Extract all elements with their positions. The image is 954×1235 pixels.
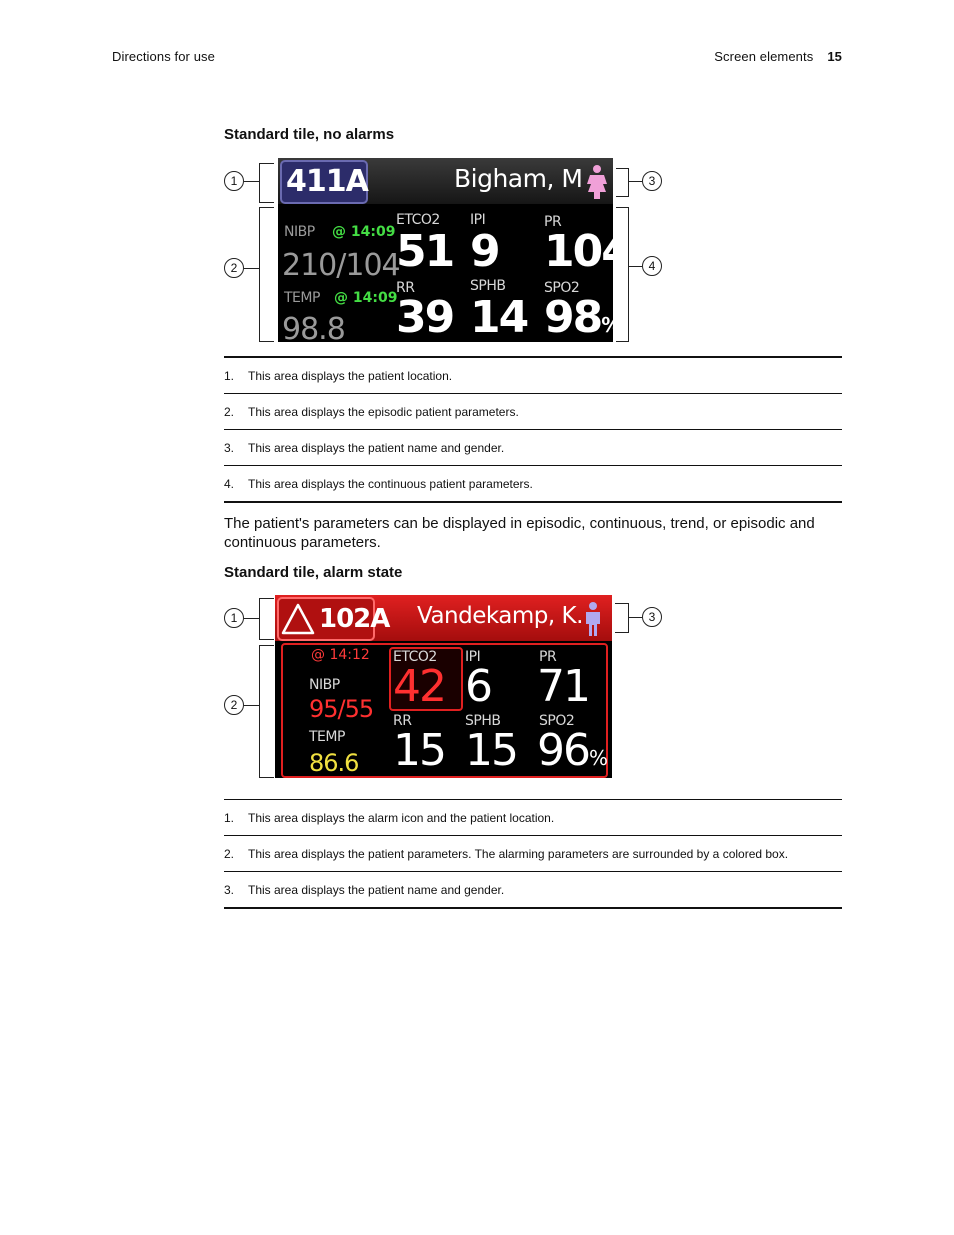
ipi-value: 9 [470,226,499,277]
note-row [224,394,842,430]
rr-value: 39 [396,292,454,343]
pr-label: PR [544,214,562,230]
note-number: 2. [224,404,235,419]
note-number: 2. [224,846,235,861]
standard-tile-no-alarm [278,158,630,347]
page-number: 15 [827,49,842,64]
callout-3: 3 [642,171,662,191]
note-text: This area displays the continuous patient parameters. [248,476,533,491]
note-number: 3. [224,440,235,455]
section-name: Screen elements [714,49,814,64]
note-number: 1. [224,810,235,825]
alarm-location-box [277,597,390,641]
ipi-value: 6 [465,661,491,712]
callout-2: 2 [224,695,244,715]
bracket-alarm-parameters [259,645,274,778]
note-row [224,358,842,394]
male-person-icon [583,601,603,637]
temp-time: @ 14:09 [334,290,398,306]
bracket-alarm-location [259,598,274,640]
bracket-location [259,163,274,203]
callout-stem [628,181,642,182]
bracket-episodic [259,207,274,342]
etco2-label: ETCO2 [396,212,440,228]
section-title-no-alarms: Standard tile, no alarms [224,126,395,143]
etco2-value: 51 [396,226,454,277]
spo2-number: 98 [544,292,602,343]
bracket-alarm-name [615,603,629,633]
sphb-value: 15 [465,725,517,776]
note-text: This area displays the alarm icon and the patient location. [248,810,555,825]
bracket-continuous [616,207,629,342]
sphb-label: SPHB [470,278,506,294]
sphb-value: 14 [470,292,528,343]
note-text: This area displays the patient name and gender. [248,882,505,897]
note-row [224,800,842,836]
note-text: This area displays the patient name and gender. [248,440,505,455]
callout-stem [244,181,259,182]
rr-label: RR [396,280,415,296]
pr-value: 104 [544,226,630,277]
nibp-time: @ 14:09 [332,224,396,240]
spo2-number: 96 [537,725,589,776]
callout-stem [244,705,259,706]
notes-table-no-alarms [224,356,842,503]
callout-1: 1 [224,171,244,191]
nibp-value: 95/55 [309,695,374,723]
callout-stem [244,618,259,619]
sphb-label: SPHB [465,713,501,729]
spo2-value [537,725,609,780]
bracket-name [616,168,629,197]
temp-value: 98.8 [282,312,345,347]
callout-stem [628,617,642,618]
temp-label: TEMP [309,729,345,745]
spo2-unit: % [601,313,622,337]
running-header-right [714,49,842,64]
note-text: This area displays the episodic patient parameters. [248,404,519,419]
spo2-unit: % [589,746,609,770]
running-header-left: Directions for use [112,49,215,64]
callout-stem [628,266,642,267]
standard-tile-alarm-state [275,595,612,778]
patient-location: 102A [319,604,390,634]
spo2-label: SPO2 [539,713,575,729]
temp-label: TEMP [284,290,320,306]
etco2-label: ETCO2 [393,649,437,665]
note-number: 3. [224,882,235,897]
body-paragraph: The patient's parameters can be displayed in episodic, continuous, trend, or episodic and continuous parameters. [224,515,815,551]
callout-stem [244,268,259,269]
pr-label: PR [539,649,557,665]
nibp-value: 210/104 [282,248,400,283]
callout-3: 3 [642,607,662,627]
patient-name: Bigham, M [454,164,583,193]
spo2-value [544,292,622,347]
note-row [224,836,842,872]
note-number: 4. [224,476,235,491]
note-row [224,872,842,909]
section-title-alarm-state: Standard tile, alarm state [224,564,403,581]
ipi-label: IPI [465,649,481,665]
note-text: This area displays the patient location. [248,368,453,383]
temp-value: 86.6 [309,749,359,777]
callout-4: 4 [642,256,662,276]
pr-value: 71 [537,661,589,712]
notes-table-alarm-state [224,799,842,909]
female-person-icon [586,164,608,200]
rr-label: RR [393,713,412,729]
ipi-label: IPI [470,212,486,228]
patient-location: 411A [280,160,368,204]
note-number: 1. [224,368,235,383]
note-row [224,430,842,466]
note-row [224,466,842,503]
rr-value: 15 [393,725,445,776]
spo2-label: SPO2 [544,280,580,296]
patient-name: Vandekamp, K. [417,603,583,629]
callout-2: 2 [224,258,244,278]
alarm-time: @ 14:12 [311,647,370,663]
nibp-label: NIBP [284,224,315,240]
callout-1: 1 [224,608,244,628]
note-text: This area displays the patient parameters. The alarming parameters are surrounded by a colored box. [248,846,789,861]
alarm-triangle-icon [281,603,315,635]
etco2-value: 42 [393,661,445,712]
nibp-label: NIBP [309,677,340,693]
